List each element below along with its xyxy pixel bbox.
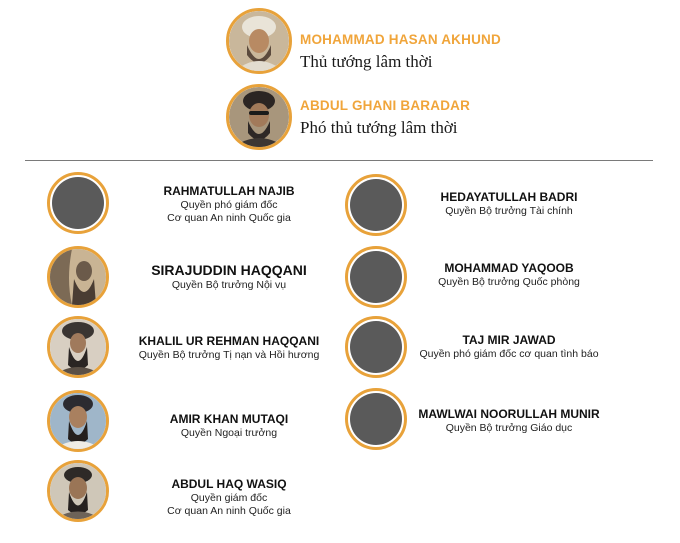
minister-role: Quyền Ngoại trưởng [180, 427, 278, 439]
minister-name: HEDAYATULLAH BADRI [440, 190, 578, 204]
person-placeholder-icon [47, 172, 109, 234]
minister-name: KHALIL UR REHMAN HAQQANI [138, 334, 320, 348]
portrait-photo-akhund [226, 8, 292, 74]
person-placeholder-icon [345, 316, 407, 378]
leader-name: MOHAMMAD HASAN AKHUND [300, 32, 501, 47]
minister-name: MOHAMMAD YAQOOB [444, 261, 574, 275]
minister-entry [410, 190, 608, 218]
minister-entry [118, 262, 340, 292]
minister-name: ABDUL HAQ WASIQ [171, 477, 287, 491]
portrait-photo-khalil-haqqani [47, 316, 109, 378]
minister-entry [410, 333, 608, 361]
minister-role: Cơ quan An ninh Quốc gia [167, 505, 291, 517]
minister-entry [118, 334, 340, 362]
minister-name: MAWLWAI NOORULLAH MUNIR [418, 407, 600, 421]
minister-role: Cơ quan An ninh Quốc gia [167, 212, 291, 224]
portrait-photo-mutaqi [47, 390, 109, 452]
section-divider [25, 160, 653, 161]
minister-role: Quyền phó giám đốc cơ quan tình báo [419, 348, 599, 360]
minister-name: RAHMATULLAH NAJIB [163, 184, 295, 198]
minister-role: Quyền Bộ trưởng Giáo dục [445, 422, 573, 434]
minister-role: Quyền Bộ trưởng Nội vụ [171, 279, 287, 291]
minister-role: Quyền Bộ trưởng Quốc phòng [438, 276, 580, 288]
person-placeholder-icon [345, 174, 407, 236]
minister-role: Quyền Bộ trưởng Tài chính [445, 205, 573, 217]
minister-role: Quyền phó giám đốc [180, 199, 278, 211]
minister-entry [410, 407, 608, 435]
minister-name: SIRAJUDDIN HAQQANI [151, 262, 307, 278]
minister-role: Quyền Bộ trưởng Tị nạn và Hồi hương [138, 349, 320, 361]
leader-role: Phó thủ tướng lâm thời [300, 118, 458, 137]
person-placeholder-icon [345, 388, 407, 450]
leader-name: ABDUL GHANI BARADAR [300, 98, 471, 113]
minister-entry [118, 477, 340, 518]
minister-entry [410, 261, 608, 289]
portrait-photo-haqqani [47, 246, 109, 308]
person-placeholder-icon [345, 246, 407, 308]
minister-entry [118, 184, 340, 225]
minister-role: Quyền giám đốc [190, 492, 268, 504]
minister-name: AMIR KHAN MUTAQI [169, 412, 289, 426]
leader-role: Thủ tướng lâm thời [300, 52, 433, 71]
portrait-photo-wasiq [47, 460, 109, 522]
minister-entry [118, 412, 340, 440]
minister-name: TAJ MIR JAWAD [462, 333, 556, 347]
portrait-photo-baradar [226, 84, 292, 150]
